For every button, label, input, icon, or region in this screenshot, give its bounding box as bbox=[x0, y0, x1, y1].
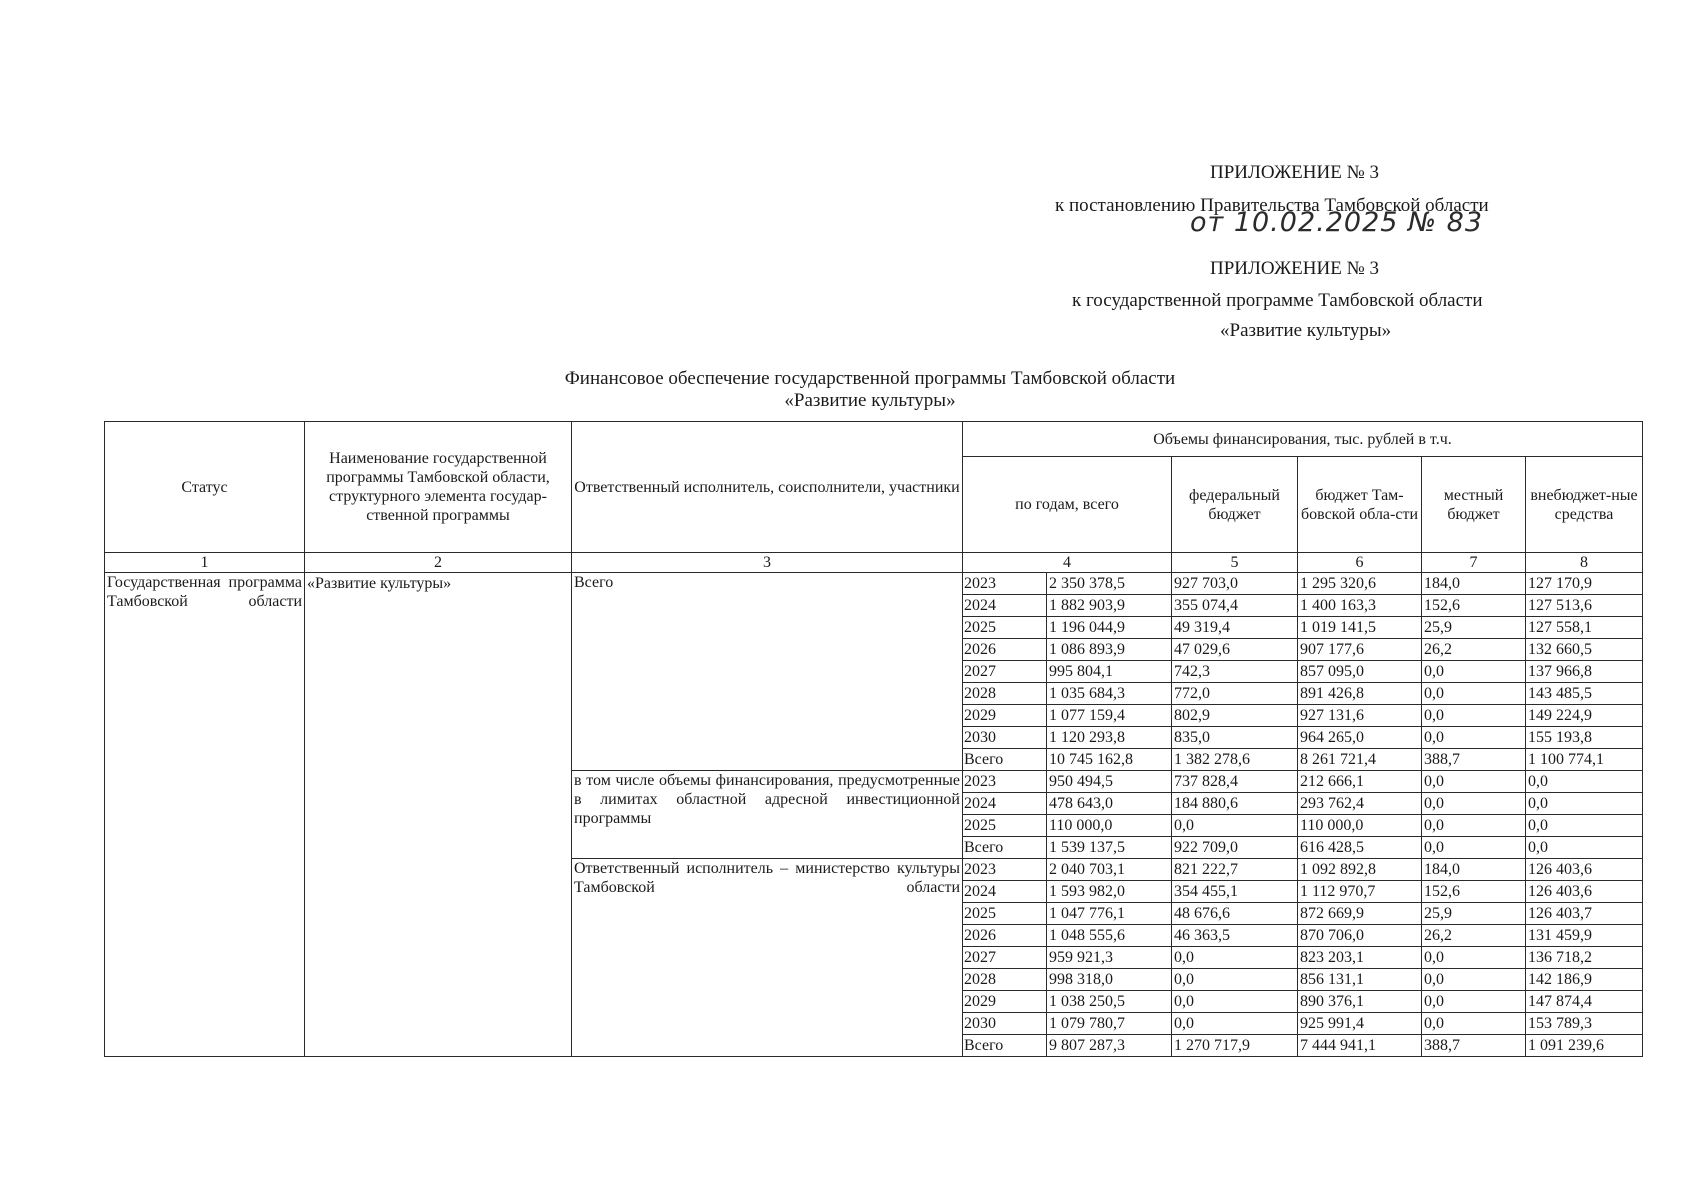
total-cell: 1 079 780,7 bbox=[1047, 1013, 1172, 1035]
total-cell: 1 539 137,5 bbox=[1047, 837, 1172, 859]
program-reference: к государственной программе Тамбовской области bbox=[1072, 290, 1483, 311]
year-cell: 2025 bbox=[963, 617, 1047, 639]
local-cell: 0,0 bbox=[1422, 771, 1526, 793]
federal-cell: 0,0 bbox=[1172, 1013, 1298, 1035]
local-cell: 25,9 bbox=[1422, 617, 1526, 639]
local-cell: 388,7 bbox=[1422, 749, 1526, 771]
extra-cell: 132 660,5 bbox=[1526, 639, 1643, 661]
appendix-label-2: ПРИЛОЖЕНИЕ № 3 bbox=[1210, 258, 1379, 279]
regional-cell: 925 991,4 bbox=[1298, 1013, 1422, 1035]
extra-cell: 142 186,9 bbox=[1526, 969, 1643, 991]
local-cell: 0,0 bbox=[1422, 969, 1526, 991]
extra-cell: 1 091 239,6 bbox=[1526, 1035, 1643, 1057]
total-cell: 1 035 684,3 bbox=[1047, 683, 1172, 705]
col-extra-header: внебюджет-ные средства bbox=[1526, 457, 1643, 553]
extra-cell: 126 403,6 bbox=[1526, 881, 1643, 903]
local-cell: 0,0 bbox=[1422, 991, 1526, 1013]
local-cell: 0,0 bbox=[1422, 815, 1526, 837]
year-cell: 2028 bbox=[963, 969, 1047, 991]
year-cell: 2023 bbox=[963, 859, 1047, 881]
column-number-row bbox=[105, 553, 1643, 573]
regional-cell: 212 666,1 bbox=[1298, 771, 1422, 793]
local-cell: 152,6 bbox=[1422, 881, 1526, 903]
total-cell: 995 804,1 bbox=[1047, 661, 1172, 683]
local-cell: 0,0 bbox=[1422, 837, 1526, 859]
federal-cell: 1 382 278,6 bbox=[1172, 749, 1298, 771]
year-cell: 2027 bbox=[963, 947, 1047, 969]
table-body bbox=[105, 422, 1643, 1057]
program-name-cell: «Развитие культуры» bbox=[305, 573, 572, 1057]
header-row-1 bbox=[105, 422, 1643, 457]
year-cell: Всего bbox=[963, 749, 1047, 771]
year-cell: 2023 bbox=[963, 573, 1047, 595]
year-cell: 2024 bbox=[963, 881, 1047, 903]
year-cell: 2025 bbox=[963, 903, 1047, 925]
regional-cell: 616 428,5 bbox=[1298, 837, 1422, 859]
total-cell: 110 000,0 bbox=[1047, 815, 1172, 837]
year-cell: 2023 bbox=[963, 771, 1047, 793]
local-cell: 0,0 bbox=[1422, 793, 1526, 815]
federal-cell: 47 029,6 bbox=[1172, 639, 1298, 661]
extra-cell: 0,0 bbox=[1526, 815, 1643, 837]
extra-cell: 131 459,9 bbox=[1526, 925, 1643, 947]
col-number: 3 bbox=[572, 553, 963, 573]
regional-cell: 1 295 320,6 bbox=[1298, 573, 1422, 595]
total-cell: 998 318,0 bbox=[1047, 969, 1172, 991]
year-cell: 2029 bbox=[963, 705, 1047, 727]
local-cell: 388,7 bbox=[1422, 1035, 1526, 1057]
local-cell: 25,9 bbox=[1422, 903, 1526, 925]
extra-cell: 143 485,5 bbox=[1526, 683, 1643, 705]
regional-cell: 1 400 163,3 bbox=[1298, 595, 1422, 617]
extra-cell: 147 874,4 bbox=[1526, 991, 1643, 1013]
col-number: 6 bbox=[1298, 553, 1422, 573]
total-cell: 1 882 903,9 bbox=[1047, 595, 1172, 617]
federal-cell: 46 363,5 bbox=[1172, 925, 1298, 947]
col-name-header: Наименование государственной программы Тамбовской области, структурного элемента государ-ственной программы bbox=[305, 422, 572, 553]
local-cell: 0,0 bbox=[1422, 1013, 1526, 1035]
col-executor-header: Ответственный исполнитель, соисполнители, участники bbox=[572, 422, 963, 553]
extra-cell: 126 403,6 bbox=[1526, 859, 1643, 881]
federal-cell: 184 880,6 bbox=[1172, 793, 1298, 815]
col-total-header: по годам, всего bbox=[963, 457, 1172, 553]
total-cell: 1 593 982,0 bbox=[1047, 881, 1172, 903]
extra-cell: 127 558,1 bbox=[1526, 617, 1643, 639]
total-cell: 9 807 287,3 bbox=[1047, 1035, 1172, 1057]
total-cell: 10 745 162,8 bbox=[1047, 749, 1172, 771]
executor-cell: Ответственный исполнитель – министерство культуры Тамбовской области bbox=[572, 859, 963, 1057]
federal-cell: 0,0 bbox=[1172, 969, 1298, 991]
federal-cell: 772,0 bbox=[1172, 683, 1298, 705]
total-cell: 959 921,3 bbox=[1047, 947, 1172, 969]
regional-cell: 1 092 892,8 bbox=[1298, 859, 1422, 881]
regional-cell: 1 019 141,5 bbox=[1298, 617, 1422, 639]
document-title: Финансовое обеспечение государственной программы Тамбовской области bbox=[564, 368, 1176, 389]
local-cell: 26,2 bbox=[1422, 925, 1526, 947]
total-cell: 478 643,0 bbox=[1047, 793, 1172, 815]
local-cell: 0,0 bbox=[1422, 727, 1526, 749]
extra-cell: 0,0 bbox=[1526, 771, 1643, 793]
regional-cell: 1 112 970,7 bbox=[1298, 881, 1422, 903]
federal-cell: 0,0 bbox=[1172, 815, 1298, 837]
document-subtitle: «Развитие культуры» bbox=[784, 390, 956, 411]
col-number: 5 bbox=[1172, 553, 1298, 573]
federal-cell: 355 074,4 bbox=[1172, 595, 1298, 617]
year-cell: 2026 bbox=[963, 639, 1047, 661]
executor-cell: Всего bbox=[572, 573, 963, 771]
federal-cell: 821 222,7 bbox=[1172, 859, 1298, 881]
federal-cell: 48 676,6 bbox=[1172, 903, 1298, 925]
regional-cell: 293 762,4 bbox=[1298, 793, 1422, 815]
federal-cell: 0,0 bbox=[1172, 991, 1298, 1013]
year-cell: Всего bbox=[963, 837, 1047, 859]
handwritten-date-number: от 10.02.2025 № 83 bbox=[1190, 207, 1484, 238]
total-cell: 1 047 776,1 bbox=[1047, 903, 1172, 925]
federal-cell: 922 709,0 bbox=[1172, 837, 1298, 859]
local-cell: 152,6 bbox=[1422, 595, 1526, 617]
federal-cell: 737 828,4 bbox=[1172, 771, 1298, 793]
total-cell: 1 038 250,5 bbox=[1047, 991, 1172, 1013]
extra-cell: 0,0 bbox=[1526, 793, 1643, 815]
federal-cell: 927 703,0 bbox=[1172, 573, 1298, 595]
regional-cell: 110 000,0 bbox=[1298, 815, 1422, 837]
federal-cell: 802,9 bbox=[1172, 705, 1298, 727]
local-cell: 0,0 bbox=[1422, 947, 1526, 969]
local-cell: 0,0 bbox=[1422, 661, 1526, 683]
total-cell: 950 494,5 bbox=[1047, 771, 1172, 793]
local-cell: 184,0 bbox=[1422, 859, 1526, 881]
total-cell: 1 048 555,6 bbox=[1047, 925, 1172, 947]
extra-cell: 149 224,9 bbox=[1526, 705, 1643, 727]
extra-cell: 0,0 bbox=[1526, 837, 1643, 859]
regional-cell: 907 177,6 bbox=[1298, 639, 1422, 661]
extra-cell: 153 789,3 bbox=[1526, 1013, 1643, 1035]
appendix-label: ПРИЛОЖЕНИЕ № 3 bbox=[1210, 162, 1379, 183]
year-cell: 2027 bbox=[963, 661, 1047, 683]
regional-cell: 823 203,1 bbox=[1298, 947, 1422, 969]
year-cell: 2030 bbox=[963, 727, 1047, 749]
regional-cell: 8 261 721,4 bbox=[1298, 749, 1422, 771]
executor-cell: в том числе объемы финансирования, предусмотренные в лимитах областной адресной инвестиционной программы bbox=[572, 771, 963, 859]
regional-cell: 890 376,1 bbox=[1298, 991, 1422, 1013]
table-row bbox=[105, 573, 1643, 595]
federal-cell: 354 455,1 bbox=[1172, 881, 1298, 903]
year-cell: 2024 bbox=[963, 595, 1047, 617]
year-cell: 2024 bbox=[963, 793, 1047, 815]
col-number: 2 bbox=[305, 553, 572, 573]
year-cell: 2029 bbox=[963, 991, 1047, 1013]
total-cell: 1 196 044,9 bbox=[1047, 617, 1172, 639]
col-number: 8 bbox=[1526, 553, 1643, 573]
col-local-header: местный бюджет bbox=[1422, 457, 1526, 553]
extra-cell: 127 170,9 bbox=[1526, 573, 1643, 595]
col-federal-header: федеральный бюджет bbox=[1172, 457, 1298, 553]
federal-cell: 1 270 717,9 bbox=[1172, 1035, 1298, 1057]
federal-cell: 742,3 bbox=[1172, 661, 1298, 683]
program-name: «Развитие культуры» bbox=[1220, 320, 1392, 341]
col-status-header: Статус bbox=[105, 422, 305, 553]
col-number: 1 bbox=[105, 553, 305, 573]
local-cell: 26,2 bbox=[1422, 639, 1526, 661]
col-volumes-header: Объемы финансирования, тыс. рублей в т.ч. bbox=[963, 422, 1643, 457]
regional-cell: 964 265,0 bbox=[1298, 727, 1422, 749]
local-cell: 0,0 bbox=[1422, 683, 1526, 705]
extra-cell: 136 718,2 bbox=[1526, 947, 1643, 969]
local-cell: 0,0 bbox=[1422, 705, 1526, 727]
total-cell: 2 040 703,1 bbox=[1047, 859, 1172, 881]
financing-table bbox=[104, 421, 1643, 1057]
federal-cell: 49 319,4 bbox=[1172, 617, 1298, 639]
status-cell: Государственная программа Тамбовской области bbox=[105, 573, 305, 1057]
regional-cell: 857 095,0 bbox=[1298, 661, 1422, 683]
federal-cell: 0,0 bbox=[1172, 947, 1298, 969]
year-cell: 2026 bbox=[963, 925, 1047, 947]
year-cell: 2030 bbox=[963, 1013, 1047, 1035]
col-regional-header: бюджет Там-бовской обла-сти bbox=[1298, 457, 1422, 553]
year-cell: 2028 bbox=[963, 683, 1047, 705]
total-cell: 1 086 893,9 bbox=[1047, 639, 1172, 661]
regional-cell: 856 131,1 bbox=[1298, 969, 1422, 991]
year-cell: 2025 bbox=[963, 815, 1047, 837]
regional-cell: 872 669,9 bbox=[1298, 903, 1422, 925]
extra-cell: 1 100 774,1 bbox=[1526, 749, 1643, 771]
extra-cell: 137 966,8 bbox=[1526, 661, 1643, 683]
extra-cell: 127 513,6 bbox=[1526, 595, 1643, 617]
regional-cell: 7 444 941,1 bbox=[1298, 1035, 1422, 1057]
year-cell: Всего bbox=[963, 1035, 1047, 1057]
total-cell: 2 350 378,5 bbox=[1047, 573, 1172, 595]
extra-cell: 155 193,8 bbox=[1526, 727, 1643, 749]
regional-cell: 927 131,6 bbox=[1298, 705, 1422, 727]
regional-cell: 870 706,0 bbox=[1298, 925, 1422, 947]
resolution-reference: к постановлению Правительства Тамбовской области bbox=[1055, 195, 1489, 216]
extra-cell: 126 403,7 bbox=[1526, 903, 1643, 925]
total-cell: 1 120 293,8 bbox=[1047, 727, 1172, 749]
total-cell: 1 077 159,4 bbox=[1047, 705, 1172, 727]
col-number: 7 bbox=[1422, 553, 1526, 573]
federal-cell: 835,0 bbox=[1172, 727, 1298, 749]
regional-cell: 891 426,8 bbox=[1298, 683, 1422, 705]
col-number: 4 bbox=[963, 553, 1172, 573]
local-cell: 184,0 bbox=[1422, 573, 1526, 595]
